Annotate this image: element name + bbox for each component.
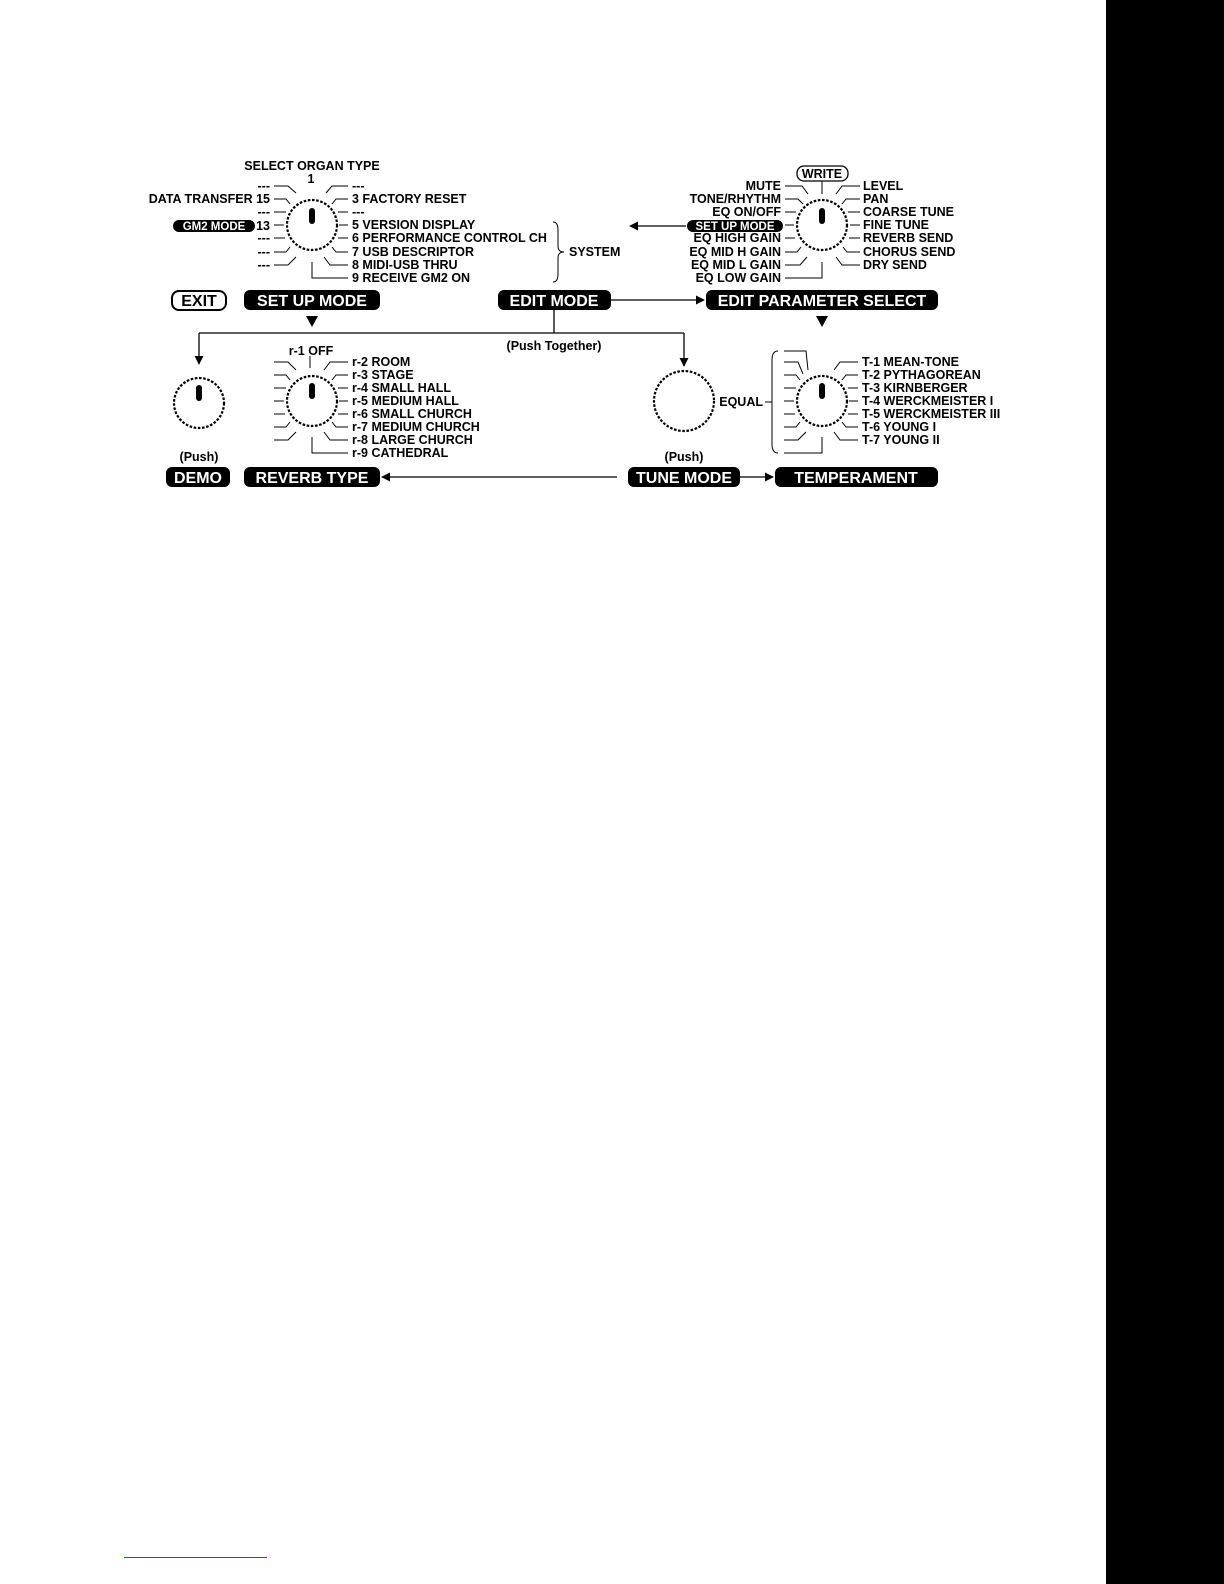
exit-label: EXIT <box>181 293 217 310</box>
setup-left-label: --- <box>257 205 270 219</box>
tune-mode-label: TUNE MODE <box>636 470 732 487</box>
edit-mode-button[interactable] <box>498 290 611 310</box>
reverb-item: r-2 ROOM <box>352 355 411 369</box>
setup-mode-badge-label: SET UP MODE <box>695 221 775 233</box>
setup-right-label: 3 FACTORY RESET <box>352 192 467 206</box>
write-button[interactable] <box>797 166 848 181</box>
demo-button[interactable] <box>166 467 230 487</box>
setup-mode-button[interactable] <box>244 290 380 310</box>
temperament-item: T-2 PYTHAGOREAN <box>862 368 981 382</box>
push-note-demo: (Push) <box>179 450 219 464</box>
edit-right-label: DRY SEND <box>863 258 927 272</box>
temperament-item: T-4 WERCKMEISTER I <box>862 394 994 408</box>
edit-right-label: PAN <box>863 192 889 206</box>
setup-down-arrow <box>306 316 318 327</box>
setup-right-label: 6 PERFORMANCE CONTROL CH <box>352 231 547 245</box>
reverb-knob[interactable] <box>287 376 337 426</box>
setup-right-label: --- <box>352 179 365 193</box>
demo-knob[interactable] <box>174 378 224 428</box>
reverb-item: r-6 SMALL CHURCH <box>352 407 472 421</box>
setup-left-label: DATA TRANSFER 15 <box>148 192 270 206</box>
edit-left-label: EQ LOW GAIN <box>695 271 781 285</box>
edit-left-label: EQ MID L GAIN <box>690 258 781 272</box>
setup-right-label: 9 RECEIVE GM2 ON <box>352 271 471 285</box>
demo-label: DEMO <box>174 470 222 487</box>
edit-left-label: EQ ON/OFF <box>712 205 781 219</box>
setup-left-label: --- <box>257 258 270 272</box>
setup-knob[interactable] <box>287 200 337 250</box>
tune-mode-button[interactable] <box>628 467 740 487</box>
edit-left-label: EQ MID H GAIN <box>689 245 781 259</box>
edit-left-label: TONE/RHYTHM <box>689 192 781 206</box>
write-label: WRITE <box>801 167 843 181</box>
temperament-item: T-7 YOUNG II <box>862 433 940 447</box>
reverb-item: r-8 LARGE CHURCH <box>352 433 473 447</box>
reverb-item: r-5 MEDIUM HALL <box>352 394 459 408</box>
exit-button[interactable] <box>172 291 226 310</box>
reverb-top-label: r-1 OFF <box>288 344 334 358</box>
system-label: SYSTEM <box>569 245 621 259</box>
setup-right-label: --- <box>352 205 365 219</box>
reverb-item: r-7 MEDIUM CHURCH <box>352 420 480 434</box>
gm2-mode-badge-label: GM2 MODE <box>182 221 246 233</box>
setup-top-title: SELECT ORGAN TYPE <box>244 159 380 173</box>
temperament-knob[interactable] <box>797 376 847 426</box>
setup-top-number: 1 <box>307 172 315 186</box>
temperament-item: T-6 YOUNG I <box>862 420 937 434</box>
temperament-label: TEMPERAMENT <box>794 470 918 487</box>
push-note-tune: (Push) <box>664 450 704 464</box>
equal-label: EQUAL <box>719 395 763 409</box>
setup-left-label: --- <box>257 245 270 259</box>
edit-right-label: FINE TUNE <box>863 218 929 232</box>
footer-link-rule <box>124 1557 267 1558</box>
edit-right-label: LEVEL <box>863 179 904 193</box>
temperament-item: T-1 MEAN-TONE <box>862 355 959 369</box>
setup-right-label: 8 MIDI-USB THRU <box>352 258 458 272</box>
reverb-item: r-3 STAGE <box>352 368 414 382</box>
temperament-item: T-3 KIRNBERGER <box>862 381 968 395</box>
edit-right-label: COARSE TUNE <box>863 205 954 219</box>
setup-left-label: --- <box>257 179 270 193</box>
reverb-type-button[interactable] <box>244 467 380 487</box>
setup-right-label: 7 USB DESCRIPTOR <box>352 245 475 259</box>
setup-right-label: 5 VERSION DISPLAY <box>352 218 476 232</box>
edit-left-label: EQ HIGH GAIN <box>693 231 781 245</box>
edit-right-label: REVERB SEND <box>863 231 954 245</box>
setup-mode-label: SET UP MODE <box>257 293 367 310</box>
reverb-item: r-9 CATHEDRAL <box>352 446 449 460</box>
edit-parameter-select-button[interactable] <box>706 290 938 310</box>
control-diagram <box>0 0 1100 520</box>
edit-parameter-select-label: EDIT PARAMETER SELECT <box>717 293 927 310</box>
edit-parameter-knob[interactable] <box>797 200 847 250</box>
reverb-item: r-4 SMALL HALL <box>352 381 452 395</box>
tune-mode-knob[interactable] <box>654 371 714 431</box>
setup-left-label: 13 <box>256 219 270 233</box>
push-together-note: (Push Together) <box>506 339 602 353</box>
page-edge-bar <box>1106 0 1224 1584</box>
edit-left-label: MUTE <box>745 179 781 193</box>
temperament-button[interactable] <box>775 467 938 487</box>
edit-right-label: CHORUS SEND <box>863 245 956 259</box>
reverb-type-label: REVERB TYPE <box>255 470 369 487</box>
setup-left-label: --- <box>257 231 270 245</box>
edit-mode-label: EDIT MODE <box>509 293 599 310</box>
temperament-item: T-5 WERCKMEISTER III <box>862 407 1001 421</box>
edit-param-down-arrow <box>816 316 828 327</box>
